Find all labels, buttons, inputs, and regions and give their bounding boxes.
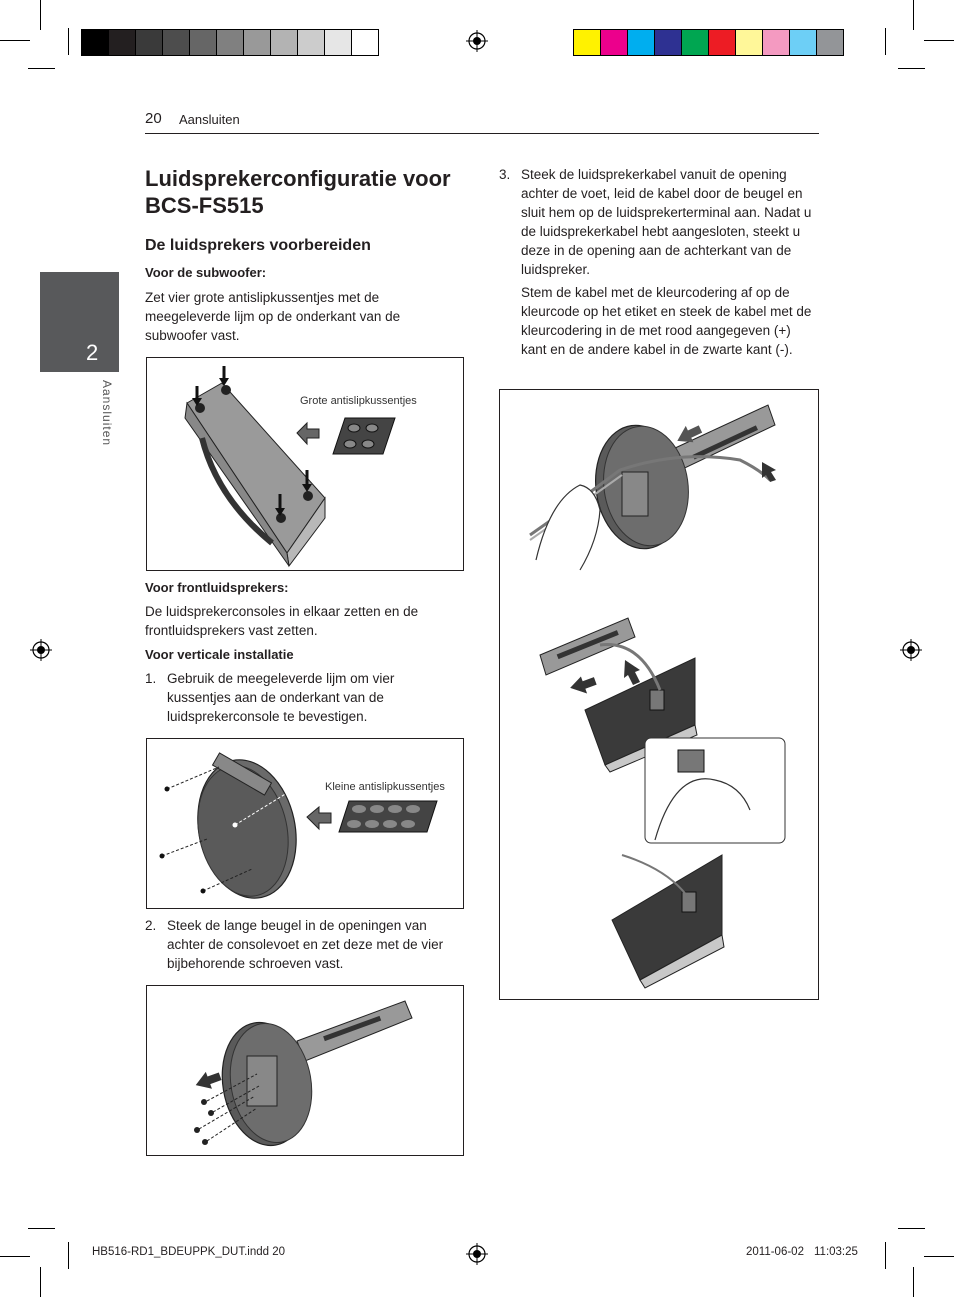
crop-mark xyxy=(898,68,925,69)
crop-mark xyxy=(40,1267,41,1297)
crop-mark xyxy=(28,68,55,69)
color-swatch xyxy=(189,29,217,56)
registration-mark-icon xyxy=(30,639,52,661)
footer-date: 2011-06-02 xyxy=(746,1246,804,1258)
color-swatch xyxy=(681,29,709,56)
color-swatch xyxy=(600,29,628,56)
color-swatch xyxy=(108,29,136,56)
subwoofer-text: Zet vier grote antislipkussentjes met de meegeleverde lijm op de onderkant van de subwoofer vast. xyxy=(145,290,401,343)
color-swatch xyxy=(162,29,190,56)
color-swatch xyxy=(351,29,379,56)
registration-mark-icon xyxy=(466,30,488,52)
color-swatch xyxy=(135,29,163,56)
console-pads-figure xyxy=(146,738,464,909)
large-pads-label: Grote antislipkussentjes xyxy=(300,395,417,407)
bracket-screws-illustration xyxy=(147,986,462,1154)
color-swatch xyxy=(627,29,655,56)
registration-mark-icon xyxy=(900,639,922,661)
crop-mark xyxy=(40,0,41,30)
console-pads-illustration xyxy=(147,739,462,907)
crop-mark xyxy=(68,28,69,55)
crop-mark xyxy=(898,1228,925,1229)
color-swatch xyxy=(216,29,244,56)
step-3-extra-text: Stem de kabel met de kleurcodering af op de kleurcode op het etiket en steek de kabel met de kleurcodering in de met rood aangegeven (+) kant en de andere kabel in de zwarte kant (-). xyxy=(521,285,812,357)
crop-mark xyxy=(913,1267,914,1297)
color-swatch xyxy=(735,29,763,56)
crop-mark xyxy=(885,1242,886,1269)
crop-mark xyxy=(28,1228,55,1229)
crop-mark xyxy=(0,1256,30,1257)
page-number: 20 xyxy=(145,110,162,127)
color-swatch xyxy=(243,29,271,56)
color-swatch xyxy=(81,29,109,56)
footer-filename: HB516-RD1_BDEUPPK_DUT.indd 20 xyxy=(92,1246,286,1258)
front-text: De luidsprekerconsoles in elkaar zetten en de frontluidsprekers vast zetten. xyxy=(145,604,419,638)
section-title: Aansluiten xyxy=(179,112,240,127)
step-3-number: 3. xyxy=(499,167,511,182)
step-3-text: Steek de luidsprekerkabel vanuit de opening achter de voet, leid de kabel door de beugel en sluit hem op de luidsprekerterminal aan. Nadat u de luidsprekerkabel hebt aangesloten, steekt u deze in de opening aan de achterkant van de luidspreker. xyxy=(521,167,812,277)
color-swatch xyxy=(297,29,325,56)
chapter-label: Aansluiten xyxy=(100,380,114,447)
color-swatch xyxy=(270,29,298,56)
step-1-text: Gebruik de meegeleverde lijm om vier kussentjes aan de onderkant van de luidsprekerconsole te bevestigen. xyxy=(167,671,395,724)
color-swatch xyxy=(324,29,352,56)
registration-mark-icon xyxy=(466,1243,488,1265)
subwoofer-illustration xyxy=(147,358,462,569)
chapter-number: 2 xyxy=(86,340,99,365)
crop-mark xyxy=(913,0,914,30)
crop-mark xyxy=(0,40,30,41)
small-pads-label: Kleine antislipkussentjes xyxy=(325,781,445,793)
bracket-screws-figure xyxy=(146,985,464,1156)
crop-mark xyxy=(924,40,954,41)
crop-mark xyxy=(924,1256,954,1257)
front-heading: Voor frontluidsprekers: xyxy=(145,580,289,595)
color-swatch xyxy=(762,29,790,56)
step-2-text: Steek de lange beugel in de openingen van achter de consolevoet en zet deze met de vier bijbehorende schroeven vast. xyxy=(167,918,444,971)
step-1-number: 1. xyxy=(145,671,157,686)
cable-routing-illustration xyxy=(500,390,817,998)
color-swatch xyxy=(573,29,601,56)
subwoofer-heading: Voor de subwoofer: xyxy=(145,265,267,280)
color-swatch xyxy=(708,29,736,56)
subwoofer-figure xyxy=(146,357,464,571)
crop-mark xyxy=(68,1242,69,1269)
vertical-heading: Voor verticale installatie xyxy=(145,647,294,662)
header-divider xyxy=(145,133,819,134)
color-swatch xyxy=(816,29,844,56)
page-title: Luidsprekerconfiguratie voor BCS-FS515 xyxy=(145,166,451,218)
color-swatch xyxy=(789,29,817,56)
chapter-tab xyxy=(40,272,119,372)
crop-mark xyxy=(885,28,886,55)
cable-routing-figure xyxy=(499,389,819,1000)
color-swatch xyxy=(654,29,682,56)
subsection-title: De luidsprekers voorbereiden xyxy=(145,237,371,254)
step-2-number: 2. xyxy=(145,918,157,933)
footer-time: 11:03:25 xyxy=(814,1246,858,1258)
